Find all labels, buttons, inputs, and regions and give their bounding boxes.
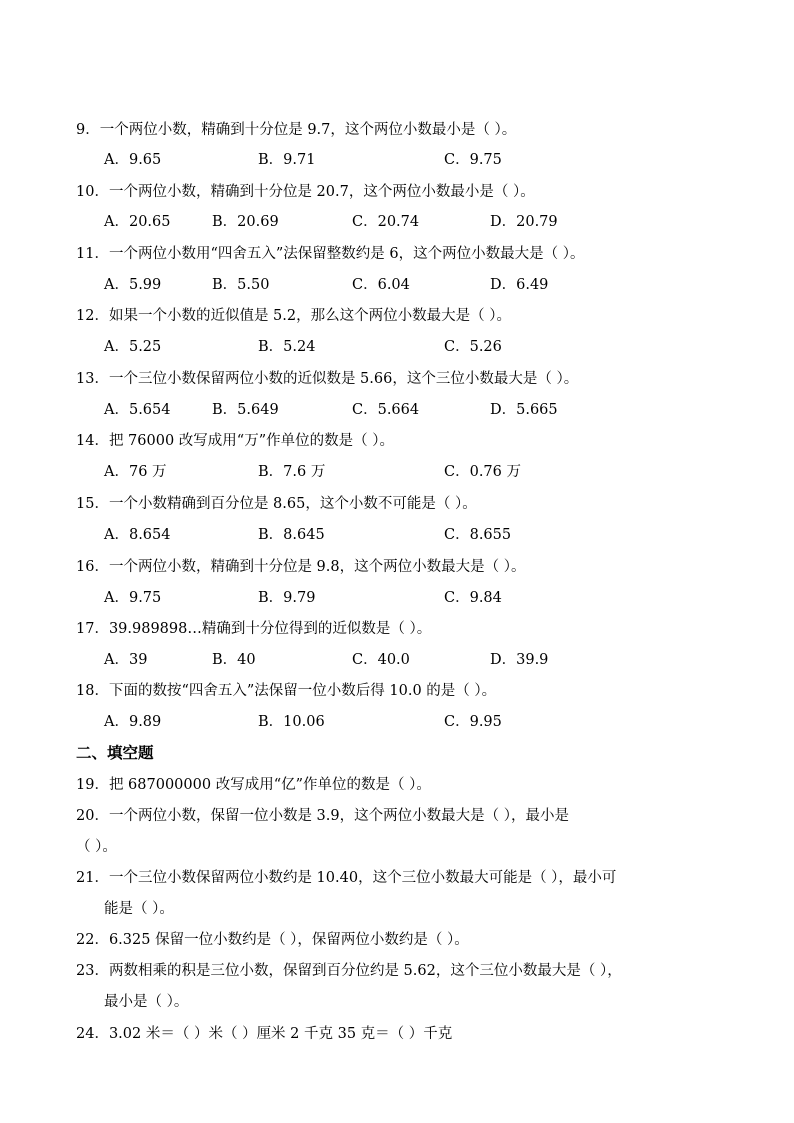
question-13: 13．一个三位小数保留两位小数的近似数是 5.66，这个三位小数最大是（ ）。 bbox=[76, 371, 579, 387]
option-c: C．5.664 bbox=[352, 402, 420, 418]
option-a: A．9.75 bbox=[104, 590, 162, 606]
question-17: 17．39.989898…精确到十分位得到的近似数是（ ）。 bbox=[76, 621, 432, 637]
option-c: C．0.76 万 bbox=[444, 464, 521, 480]
option-c: C．6.04 bbox=[352, 277, 410, 293]
option-b: B．5.50 bbox=[212, 277, 270, 293]
option-c: C．5.26 bbox=[444, 339, 502, 355]
question-22: 22．6.325 保留一位小数约是（ ），保留两位小数约是（ ）。 bbox=[76, 932, 469, 948]
option-c: C．20.74 bbox=[352, 214, 420, 230]
option-c: C．9.84 bbox=[444, 590, 502, 606]
question-14: 14．把 76000 改写成用“万”作单位的数是（ ）。 bbox=[76, 433, 394, 449]
option-d: D．20.79 bbox=[490, 214, 558, 230]
option-c: C．40.0 bbox=[352, 652, 410, 668]
question-18: 18．下面的数按“四舍五入”法保留一位小数后得 10.0 的是（ ）。 bbox=[76, 683, 497, 699]
option-a: A．20.65 bbox=[104, 214, 171, 230]
option-a: A．5.654 bbox=[104, 402, 171, 418]
option-a: A．76 万 bbox=[104, 464, 167, 480]
option-d: D．5.665 bbox=[490, 402, 558, 418]
option-b: B．5.24 bbox=[258, 339, 316, 355]
question-21: 21．一个三位小数保留两位小数约是 10.40，这个三位小数最大可能是（ ），最小可 bbox=[76, 870, 617, 886]
option-b: B．7.6 万 bbox=[258, 464, 326, 480]
option-a: A．5.25 bbox=[104, 339, 162, 355]
option-d: D．39.9 bbox=[490, 652, 549, 668]
option-b: B．9.71 bbox=[258, 152, 316, 168]
option-c: C．9.95 bbox=[444, 714, 502, 730]
question-21-continued: 能是（ ）。 bbox=[104, 901, 174, 917]
question-19: 19．把 687000000 改写成用“亿”作单位的数是（ ）。 bbox=[76, 777, 431, 793]
option-d: D．6.49 bbox=[490, 277, 549, 293]
option-b: B．5.649 bbox=[212, 402, 279, 418]
option-b: B．9.79 bbox=[258, 590, 316, 606]
question-24: 24．3.02 米＝（ ）米（ ）厘米 2 千克 35 克＝（ ）千克 bbox=[76, 1026, 453, 1042]
question-10: 10．一个两位小数，精确到十分位是 20.7，这个两位小数最小是（ ）。 bbox=[76, 184, 535, 200]
question-12: 12．如果一个小数的近似值是 5.2，那么这个两位小数最大是（ ）。 bbox=[76, 308, 511, 324]
question-23-continued: 最小是（ ）。 bbox=[104, 994, 189, 1010]
option-c: C．9.75 bbox=[444, 152, 502, 168]
option-b: B．20.69 bbox=[212, 214, 279, 230]
option-a: A．8.654 bbox=[104, 527, 171, 543]
option-a: A．5.99 bbox=[104, 277, 162, 293]
question-11: 11．一个两位小数用“四舍五入”法保留整数约是 6，这个两位小数最大是（ ）。 bbox=[76, 246, 585, 262]
question-23: 23．两数相乘的积是三位小数，保留到百分位约是 5.62，这个三位小数最大是（ ）， bbox=[76, 963, 622, 979]
question-16: 16．一个两位小数，精确到十分位是 9.8，这个两位小数最大是（ ）。 bbox=[76, 559, 526, 575]
question-9: 9．一个两位小数，精确到十分位是 9.7，这个两位小数最小是（ ）。 bbox=[76, 122, 517, 138]
option-b: B．40 bbox=[212, 652, 256, 668]
section-heading-fill-blank: 二、填空题 bbox=[76, 743, 154, 762]
question-20-continued: （ ）。 bbox=[76, 839, 117, 855]
option-b: B．8.645 bbox=[258, 527, 325, 543]
option-a: A．9.65 bbox=[104, 152, 162, 168]
option-c: C．8.655 bbox=[444, 527, 512, 543]
option-a: A．9.89 bbox=[104, 714, 162, 730]
option-a: A．39 bbox=[104, 652, 148, 668]
question-15: 15．一个小数精确到百分位是 8.65，这个小数不可能是（ ）。 bbox=[76, 496, 477, 512]
option-b: B．10.06 bbox=[258, 714, 325, 730]
question-20: 20．一个两位小数，保留一位小数是 3.9，这个两位小数最大是（ ），最小是 bbox=[76, 808, 569, 824]
